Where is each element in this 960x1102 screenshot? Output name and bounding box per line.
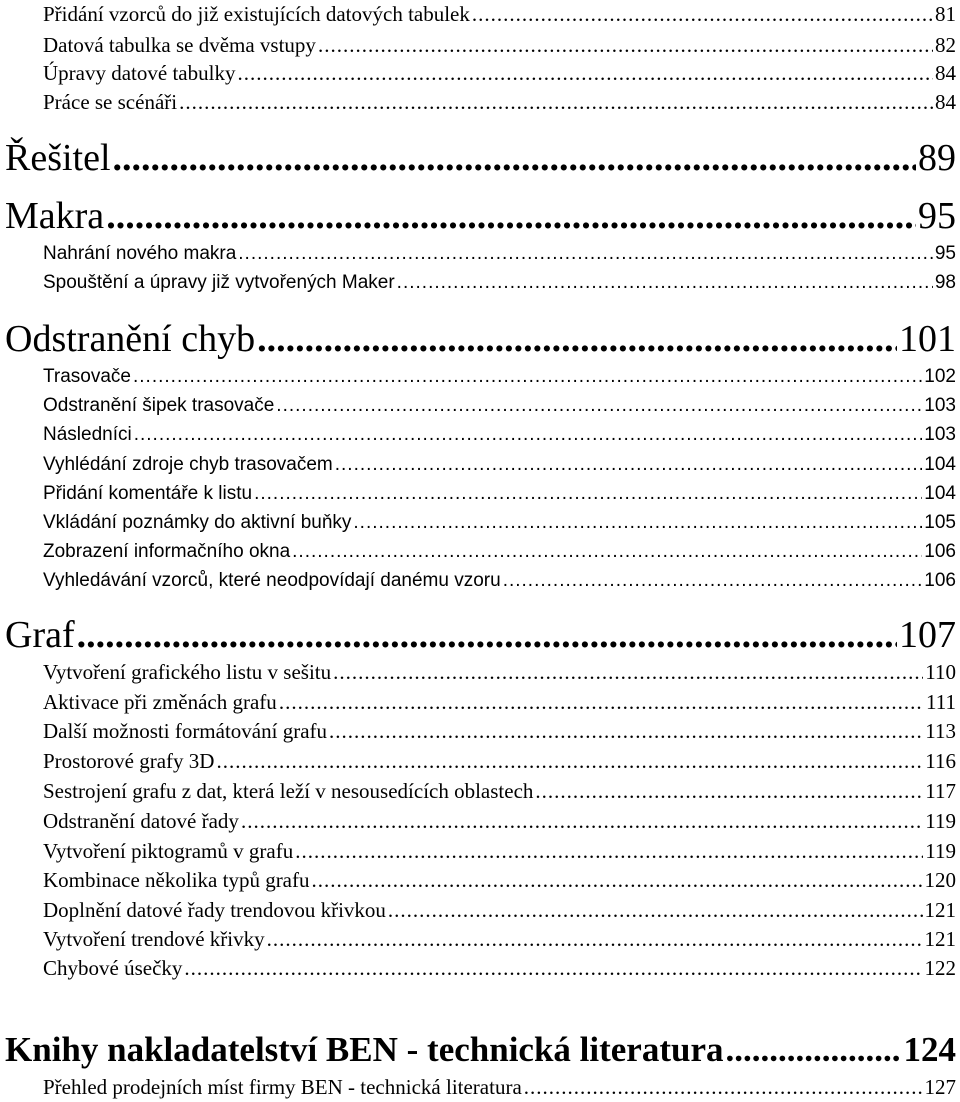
- entry-title: Práce se scénáři: [43, 90, 178, 114]
- entry-title: Přidání vzorců do již existujících datových tabulek: [43, 2, 470, 26]
- toc-chapter: [5, 135, 956, 181]
- chapter-page: 95: [918, 195, 956, 237]
- toc-entry: [43, 364, 956, 390]
- entry-page: 81: [935, 2, 956, 26]
- toc-entry: [43, 510, 956, 536]
- chapter-title: Knihy nakladatelství BEN - technická literatura: [5, 1030, 724, 1069]
- dot-leader: [353, 510, 922, 536]
- dot-leader: [292, 539, 922, 565]
- entry-page: 119: [925, 809, 956, 833]
- dot-leader: [535, 778, 923, 804]
- entry-title: Vkládání poznámky do aktivní buňky: [43, 512, 352, 533]
- entry-page: 84: [935, 61, 956, 85]
- entry-title: Odstranění šipek trasovače: [43, 395, 275, 416]
- entry-page: 110: [925, 660, 956, 684]
- dot-leader: [134, 422, 923, 448]
- toc-chapter: [5, 193, 956, 239]
- entry-title: Aktivace při změnách grafu: [43, 690, 277, 714]
- entry-title: Trasovače: [43, 366, 131, 387]
- toc-entry: [43, 926, 956, 952]
- dot-leader: [335, 452, 923, 478]
- dot-leader: [257, 316, 897, 362]
- entry-page: 121: [924, 898, 956, 922]
- entry-page: 113: [925, 719, 956, 743]
- toc-chapter: [5, 612, 956, 658]
- dot-leader: [318, 32, 933, 58]
- entry-page: 106: [924, 570, 956, 591]
- entry-page: 127: [924, 1075, 956, 1099]
- entry-title: Přidání komentáře k listu: [43, 483, 253, 504]
- dot-leader: [276, 393, 922, 419]
- dot-leader: [254, 481, 922, 507]
- entry-page: 95: [934, 243, 956, 264]
- entry-page: 120: [924, 868, 956, 892]
- entry-title: Datová tabulka se dvěma vstupy: [43, 33, 316, 57]
- entry-title: Vyhledávání vzorců, které neodpovídají danému vzoru: [43, 570, 501, 591]
- dot-leader: [106, 193, 916, 239]
- dot-leader: [237, 60, 933, 86]
- entry-title: Nahrání nového makra: [43, 243, 237, 264]
- dot-leader: [179, 89, 933, 115]
- dot-leader: [238, 241, 933, 267]
- toc-chapter: [5, 1027, 956, 1073]
- dot-leader: [184, 955, 922, 981]
- entry-page: 82: [935, 33, 956, 57]
- toc-entry: [43, 867, 956, 893]
- toc-entry: [43, 568, 956, 594]
- toc-entry: [43, 838, 956, 864]
- dot-leader: [133, 364, 922, 390]
- entry-title: Chybové úsečky: [43, 956, 183, 980]
- chapter-page: 124: [903, 1030, 956, 1069]
- dot-leader: [312, 867, 923, 893]
- chapter-title: Řešitel: [5, 137, 111, 179]
- chapter-title: Graf: [5, 614, 75, 656]
- entry-page: 103: [924, 424, 956, 445]
- entry-title: Zobrazení informačního okna: [43, 541, 291, 562]
- dot-leader: [279, 689, 924, 715]
- dot-leader: [472, 1, 933, 27]
- entry-page: 102: [924, 366, 956, 387]
- entry-page: 104: [924, 454, 956, 475]
- toc-entry: [43, 1074, 956, 1100]
- entry-title: Vytvoření trendové křivky: [43, 927, 265, 951]
- dot-leader: [329, 718, 923, 744]
- entry-title: Sestrojení grafu z dat, která leží v nesousedících oblastech: [43, 779, 534, 803]
- entry-page: 111: [926, 690, 956, 714]
- entry-title: Vyhlédání zdroje chyb trasovačem: [43, 454, 333, 475]
- dot-leader: [267, 926, 923, 952]
- dot-leader: [333, 659, 923, 685]
- toc-entry: [43, 452, 956, 478]
- toc-entry: [43, 241, 956, 267]
- toc-entry: [43, 955, 956, 981]
- toc-entry: [43, 659, 956, 685]
- entry-page: 105: [924, 512, 956, 533]
- entry-title: Spouštění a úpravy již vytvořených Maker: [43, 272, 395, 293]
- dot-leader: [503, 568, 923, 594]
- entry-page: 119: [925, 839, 956, 863]
- toc-entry: [43, 539, 956, 565]
- toc-entry: [43, 808, 956, 834]
- toc-entry: [43, 689, 956, 715]
- entry-page: 104: [924, 483, 956, 504]
- entry-title: Další možnosti formátování grafu: [43, 719, 328, 743]
- toc-entry: [43, 778, 956, 804]
- entry-title: Doplnění datové řady trendovou křivkou: [43, 898, 386, 922]
- dot-leader: [295, 838, 923, 864]
- chapter-page: 107: [899, 614, 956, 656]
- toc-chapter: [5, 316, 956, 362]
- toc-entry: [43, 32, 956, 58]
- dot-leader: [388, 897, 923, 923]
- entry-title: Úpravy datové tabulky: [43, 61, 236, 85]
- toc-entry: [43, 481, 956, 507]
- entry-title: Prostorové grafy 3D: [43, 749, 215, 773]
- entry-page: 84: [935, 90, 956, 114]
- toc-entry: [43, 718, 956, 744]
- dot-leader: [241, 808, 923, 834]
- chapter-page: 89: [918, 137, 956, 179]
- dot-leader: [726, 1027, 902, 1073]
- entry-title: Kombinace několika typů grafu: [43, 868, 310, 892]
- entry-title: Odstranění datové řady: [43, 809, 239, 833]
- dot-leader: [77, 612, 897, 658]
- chapter-title: Makra: [5, 195, 105, 237]
- entry-page: 116: [925, 749, 956, 773]
- toc-entry: [43, 748, 956, 774]
- entry-page: 121: [924, 927, 956, 951]
- toc-entry: [43, 89, 956, 115]
- toc-entry: [43, 897, 956, 923]
- dot-leader: [524, 1074, 923, 1100]
- dot-leader: [113, 135, 916, 181]
- entry-title: Následníci: [43, 424, 132, 445]
- entry-title: Vytvoření piktogramů v grafu: [43, 839, 294, 863]
- chapter-page: 101: [899, 318, 956, 360]
- entry-page: 117: [925, 779, 956, 803]
- entry-title: Přehled prodejních míst firmy BEN - technická literatura: [43, 1075, 522, 1099]
- dot-leader: [216, 748, 923, 774]
- entry-page: 106: [924, 541, 956, 562]
- toc-entry: [43, 1, 956, 27]
- entry-title: Vytvoření grafického listu v sešitu: [43, 660, 332, 684]
- entry-page: 122: [924, 956, 956, 980]
- dot-leader: [397, 270, 933, 296]
- toc-entry: [43, 60, 956, 86]
- entry-page: 98: [934, 272, 956, 293]
- entry-page: 103: [924, 395, 956, 416]
- toc-entry: [43, 422, 956, 448]
- chapter-title: Odstranění chyb: [5, 318, 256, 360]
- toc-entry: [43, 270, 956, 296]
- toc-entry: [43, 393, 956, 419]
